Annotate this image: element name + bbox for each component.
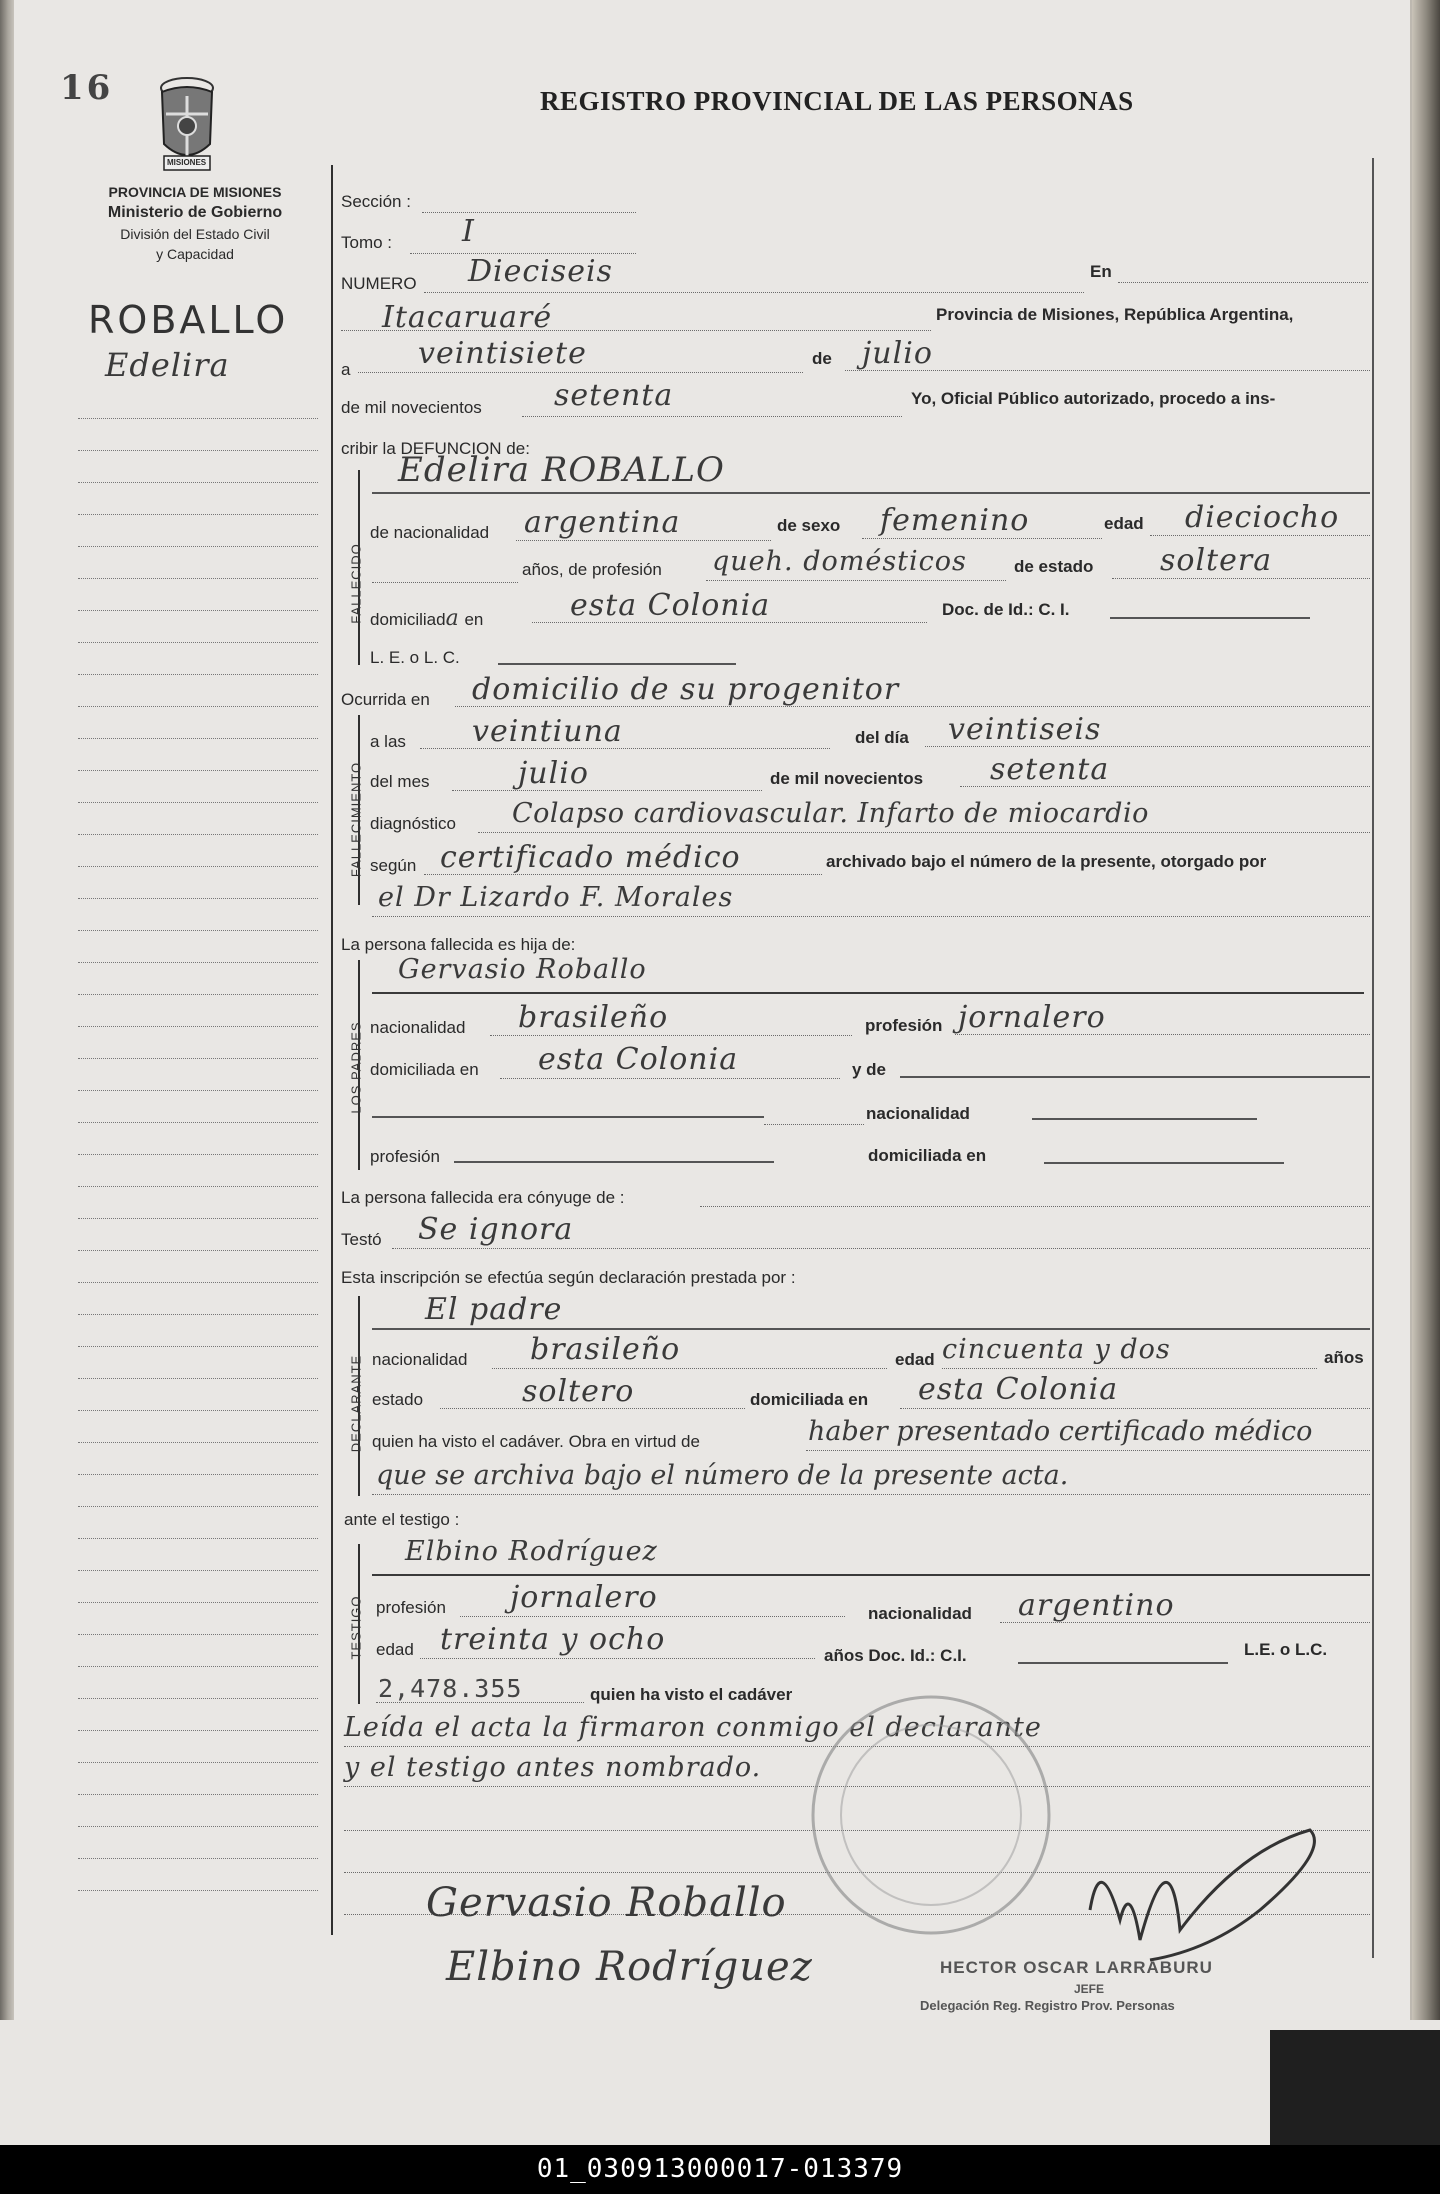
parents-profession-line <box>955 1034 1370 1035</box>
deceased-years-line <box>372 582 518 583</box>
testament-value: Se ignora <box>418 1212 574 1247</box>
father-line <box>372 992 1364 994</box>
margin-given-name: Edelira <box>105 346 230 384</box>
margin-ruled-line <box>78 514 318 515</box>
lower-page <box>0 2020 1440 2145</box>
death-month-label: del mes <box>370 772 430 791</box>
seccion-line <box>422 212 636 213</box>
declarant-domicile-label: domiciliada en <box>750 1390 869 1409</box>
deceased-doc-line <box>1110 617 1310 619</box>
declarant-name-value: El padre <box>425 1292 563 1327</box>
margin-ruled-line <box>78 1154 318 1155</box>
deceased-le-line <box>498 663 736 665</box>
margin-ruled-line <box>78 642 318 643</box>
deceased-state-value: soltera <box>1160 543 1273 578</box>
right-margin-rule <box>1372 158 1374 1958</box>
province-label: Provincia de Misiones, República Argentina, <box>936 305 1294 324</box>
official-label: Yo, Oficial Público autorizado, procedo a ins- <box>911 389 1276 408</box>
parents-intro-label: La persona fallecida es hija de: <box>341 935 576 954</box>
certificate-line <box>424 874 822 875</box>
witness-doc-line <box>1018 1662 1228 1664</box>
witness-nationality-value: argentino <box>1018 1588 1175 1623</box>
deceased-state-label: de estado <box>1014 557 1094 576</box>
margin-ruled-line <box>78 1506 318 1507</box>
declarant-age-line <box>942 1368 1317 1369</box>
margin-ruled-line <box>78 930 318 931</box>
numero-value: Dieciseis <box>468 254 613 289</box>
margin-ruled-line <box>78 1570 318 1571</box>
margin-ruled-line <box>78 1762 318 1763</box>
margin-ruled-line <box>78 1442 318 1443</box>
certificate-label: según <box>370 856 417 875</box>
declarant-section-label: DECLARANTE <box>348 1354 364 1453</box>
parents-domicile-value: esta Colonia <box>538 1042 739 1077</box>
margin-ruled-line <box>78 674 318 675</box>
margin-ruled-line <box>78 898 318 899</box>
deceased-nationality-label: de nacionalidad <box>370 523 490 542</box>
death-year-line <box>960 786 1370 787</box>
deceased-age-line <box>1150 535 1370 536</box>
margin-ruled-line <box>78 1218 318 1219</box>
witness-age-line <box>420 1658 815 1659</box>
tomo-value: I <box>462 214 475 249</box>
stamp-name: HECTOR OSCAR LARRABURU <box>940 1958 1213 1977</box>
declarant-seen-line <box>806 1450 1370 1451</box>
de-label: de <box>812 349 832 368</box>
parents-section-label: LOS PADRES <box>348 1021 364 1114</box>
witness-nationality-label: nacionalidad <box>868 1604 972 1623</box>
occurred-value: domicilio de su progenitor <box>472 672 900 707</box>
death-year-value: setenta <box>990 752 1110 787</box>
declarant-age-label: edad <box>895 1350 935 1369</box>
witness-seen-label: quien ha visto el cadáver <box>590 1685 793 1704</box>
margin-ruled-line <box>78 1090 318 1091</box>
death-time-value: veintiuna <box>472 714 623 749</box>
margin-ruled-line <box>78 1314 318 1315</box>
declarant-nationality-line <box>492 1368 887 1369</box>
a-label: a <box>341 360 351 379</box>
margin-ruled-line <box>78 994 318 995</box>
margin-ruled-line <box>78 1538 318 1539</box>
officer-signature-icon <box>1060 1790 1340 1980</box>
deceased-sex-value: femenino <box>880 503 1030 538</box>
column-divider <box>331 165 333 1935</box>
occurred-line <box>455 706 1370 707</box>
page-title: REGISTRO PROVINCIAL DE LAS PERSONAS <box>540 86 1134 116</box>
month-value: julio <box>862 336 933 371</box>
deceased-years-label: años, de profesión <box>522 560 662 579</box>
deceased-state-line <box>1112 578 1370 579</box>
domicile-stem: domiciliad <box>370 610 446 629</box>
doctor-value: el Dr Lizardo F. Morales <box>378 882 734 913</box>
margin-ruled-line <box>78 1858 318 1859</box>
deceased-domicile-label <box>370 606 483 631</box>
margin-ruled-line <box>78 1794 318 1795</box>
signature-father: Gervasio Roballo <box>426 1880 787 1926</box>
deceased-name-value: Edelira ROBALLO <box>398 450 725 490</box>
diagnosis-value: Colapso cardiovascular. Infarto de miocardio <box>512 798 1149 829</box>
deceased-nationality-value: argentina <box>524 505 681 540</box>
declarant-name-line <box>372 1328 1370 1330</box>
deceased-name-line <box>372 492 1370 494</box>
deceased-sex-line <box>862 538 1102 539</box>
death-month-line <box>452 790 762 791</box>
year-value: setenta <box>554 378 674 413</box>
parents-nationality2-label: nacionalidad <box>866 1104 970 1123</box>
en-line <box>1118 282 1368 283</box>
margin-ruled-line <box>78 1282 318 1283</box>
margin-ruled-line <box>78 706 318 707</box>
testament-label: Testó <box>341 1230 382 1249</box>
spouse-line <box>700 1206 1370 1207</box>
testament-line <box>392 1248 1370 1249</box>
deceased-domicile-line <box>532 622 927 623</box>
doctor-line <box>372 916 1370 917</box>
page-number: 16 <box>60 68 114 108</box>
death-year-label: de mil novecientos <box>770 769 924 788</box>
margin-ruled-line <box>78 1186 318 1187</box>
death-day-label: del día <box>855 728 909 747</box>
deceased-sex-label: de sexo <box>777 516 841 535</box>
domicile-en: en <box>464 610 484 629</box>
year-label: de mil novecientos <box>341 398 482 417</box>
occurred-label: Ocurrida en <box>341 690 430 709</box>
margin-ruled-line <box>78 1730 318 1731</box>
deceased-age-label: edad <box>1104 514 1144 533</box>
page-right-edge <box>1412 0 1440 2020</box>
parents-profession2-label: profesión <box>370 1147 440 1166</box>
year-line <box>522 416 902 417</box>
certificate-suffix: archivado bajo el número de la presente, otorgado por <box>826 852 1267 871</box>
issuer-line-3: División del Estado Civil <box>120 226 270 242</box>
margin-ruled-line <box>78 1026 318 1027</box>
deceased-doc-label: Doc. de Id.: C. I. <box>942 600 1070 619</box>
mother-line <box>900 1076 1370 1078</box>
diagnosis-label: diagnóstico <box>370 814 457 833</box>
mother-profession-line <box>454 1161 774 1163</box>
margin-ruled-line <box>78 802 318 803</box>
parents-nationality-line <box>490 1035 852 1036</box>
place-value: Itacaruaré <box>382 300 553 335</box>
witness-intro-label: ante el testigo : <box>344 1510 460 1529</box>
parents-domicile2-label: domiciliada en <box>868 1146 987 1165</box>
margin-ruled-line <box>78 450 318 451</box>
witness-docnum-line <box>376 1702 584 1703</box>
mother-name-line-2 <box>764 1124 864 1125</box>
parents-domicile-label: domiciliada en <box>370 1060 479 1079</box>
witness-doc-label: años Doc. Id.: C.I. <box>824 1646 967 1665</box>
margin-ruled-line <box>78 834 318 835</box>
day-value: veintisiete <box>418 336 587 371</box>
margin-surname: ROBALLO <box>88 298 289 342</box>
death-day-value: veintiseis <box>948 712 1102 747</box>
signature-witness: Elbino Rodríguez <box>446 1944 813 1990</box>
witness-le-label: L.E. o L.C. <box>1244 1640 1328 1659</box>
en-label: En <box>1090 262 1112 281</box>
parents-domicile-line <box>500 1078 840 1079</box>
deceased-domicile-value: esta Colonia <box>570 588 771 623</box>
parents-profession-value: jornalero <box>958 1000 1106 1035</box>
margin-ruled-line <box>78 482 318 483</box>
margin-ruled-line <box>78 1474 318 1475</box>
deceased-age-value: dieciocho <box>1185 500 1340 535</box>
declarant-seen-value-2: que se archiva bajo el número de la presente acta. <box>376 1460 1069 1491</box>
witness-section-label: TESTIGO <box>348 1595 364 1660</box>
numero-label: NUMERO <box>341 274 417 293</box>
coat-of-arms-icon <box>152 74 222 176</box>
certificate-value: certificado médico <box>440 840 741 875</box>
declarant-nationality-label: nacionalidad <box>372 1350 468 1369</box>
death-time-line <box>420 748 830 749</box>
mother-nationality-line <box>1032 1118 1257 1120</box>
margin-ruled-line <box>78 1634 318 1635</box>
death-month-value: julio <box>518 756 589 791</box>
tomo-label: Tomo : <box>341 233 393 252</box>
margin-ruled-line <box>78 1826 318 1827</box>
margin-ruled-line <box>78 418 318 419</box>
closing-line-1: Leída el acta la firmaron conmigo el declarante <box>344 1712 1042 1743</box>
issuer-line-1: PROVINCIA DE MISIONES <box>108 184 282 200</box>
declarant-age-value: cincuenta y dos <box>942 1334 1171 1365</box>
margin-ruled-line <box>78 866 318 867</box>
deceased-section-label: FALLECIDO <box>348 543 364 624</box>
witness-profession-line <box>460 1616 845 1617</box>
issuer-block <box>60 182 330 264</box>
closing-line-2: y el testigo antes nombrado. <box>344 1752 762 1783</box>
declarant-state-label: estado <box>372 1390 424 1409</box>
issuer-line-4: y Capacidad <box>156 246 234 262</box>
domicile-suffix: a <box>445 606 460 631</box>
declaration-label: Esta inscripción se efectúa según declaración prestada por : <box>341 1268 796 1287</box>
witness-doc-value: 2,478.355 <box>378 1674 523 1703</box>
witness-nationality-line <box>1000 1622 1370 1623</box>
margin-ruled-line <box>78 738 318 739</box>
margin-ruled-line <box>78 1378 318 1379</box>
deceased-profession-value: queh. domésticos <box>712 546 967 577</box>
deceased-profession-line <box>706 580 1006 581</box>
margin-ruled-line <box>78 578 318 579</box>
declarant-domicile-value: esta Colonia <box>918 1372 1119 1407</box>
witness-age-value: treinta y ocho <box>440 1622 666 1657</box>
spouse-label: La persona fallecida era cónyuge de : <box>341 1188 625 1207</box>
image-caption: 01_030913000017-013379 <box>0 2145 1440 2194</box>
declarant-years-label: años <box>1324 1348 1364 1367</box>
margin-ruled-line <box>78 1602 318 1603</box>
parents-and-label: y de <box>852 1060 887 1079</box>
diagnosis-line <box>478 832 1370 833</box>
witness-age-label: edad <box>376 1640 414 1659</box>
declarant-domicile-line <box>900 1408 1370 1409</box>
witness-profession-label: profesión <box>376 1598 446 1617</box>
witness-name-line <box>372 1574 1370 1576</box>
margin-ruled-line <box>78 1250 318 1251</box>
death-time-label: a las <box>370 732 406 751</box>
mother-domicile-line <box>1044 1162 1284 1164</box>
margin-ruled-line <box>78 610 318 611</box>
declarant-state-line <box>440 1408 745 1409</box>
dark-corner <box>1270 2030 1440 2145</box>
official-round-stamp <box>806 1690 1056 1940</box>
margin-ruled-line <box>78 1122 318 1123</box>
deceased-nationality-line <box>516 540 771 541</box>
declarant-seen-value: haber presentado certificado médico <box>808 1416 1313 1447</box>
parents-profession-label: profesión <box>865 1016 943 1035</box>
day-line <box>358 372 803 373</box>
inscribe-label: cribir la DEFUNCION de: <box>341 439 530 458</box>
margin-ruled-line <box>78 1666 318 1667</box>
place-line <box>341 330 931 331</box>
witness-profession-value: jornalero <box>510 1580 658 1615</box>
parents-nationality-value: brasileño <box>518 1000 669 1035</box>
margin-ruled-line <box>78 546 318 547</box>
mother-name-line <box>372 1116 764 1118</box>
death-day-line <box>925 746 1370 747</box>
witness-name-value: Elbino Rodríguez <box>405 1536 658 1567</box>
issuer-line-2: Ministerio de Gobierno <box>107 204 283 221</box>
father-value: Gervasio Roballo <box>398 954 647 985</box>
deceased-le-label: L. E. o L. C. <box>370 648 460 667</box>
death-section-label: FALLECIMIENTO <box>348 761 364 878</box>
margin-ruled-line <box>78 962 318 963</box>
numero-line <box>424 292 1084 293</box>
stamp-role: JEFE <box>1074 1982 1105 1996</box>
parents-nationality-label: nacionalidad <box>370 1018 466 1037</box>
declarant-state-value: soltero <box>522 1374 635 1409</box>
month-line <box>845 370 1370 371</box>
seccion-label: Sección : <box>341 192 411 211</box>
margin-ruled-line <box>78 770 318 771</box>
margin-ruled-line <box>78 1346 318 1347</box>
margin-ruled-line <box>78 1890 318 1891</box>
margin-ruled-line <box>78 1058 318 1059</box>
margin-ruled-line <box>78 1698 318 1699</box>
stamp-office: Delegación Reg. Registro Prov. Personas <box>920 1998 1175 2013</box>
declarant-seen-label: quien ha visto el cadáver. Obra en virtud de <box>372 1432 700 1451</box>
declarant-seen-line-2 <box>372 1494 1370 1495</box>
margin-ruled-line <box>78 1410 318 1411</box>
seal-caption: MISIONES <box>167 158 207 167</box>
declarant-nationality-value: brasileño <box>530 1332 681 1367</box>
